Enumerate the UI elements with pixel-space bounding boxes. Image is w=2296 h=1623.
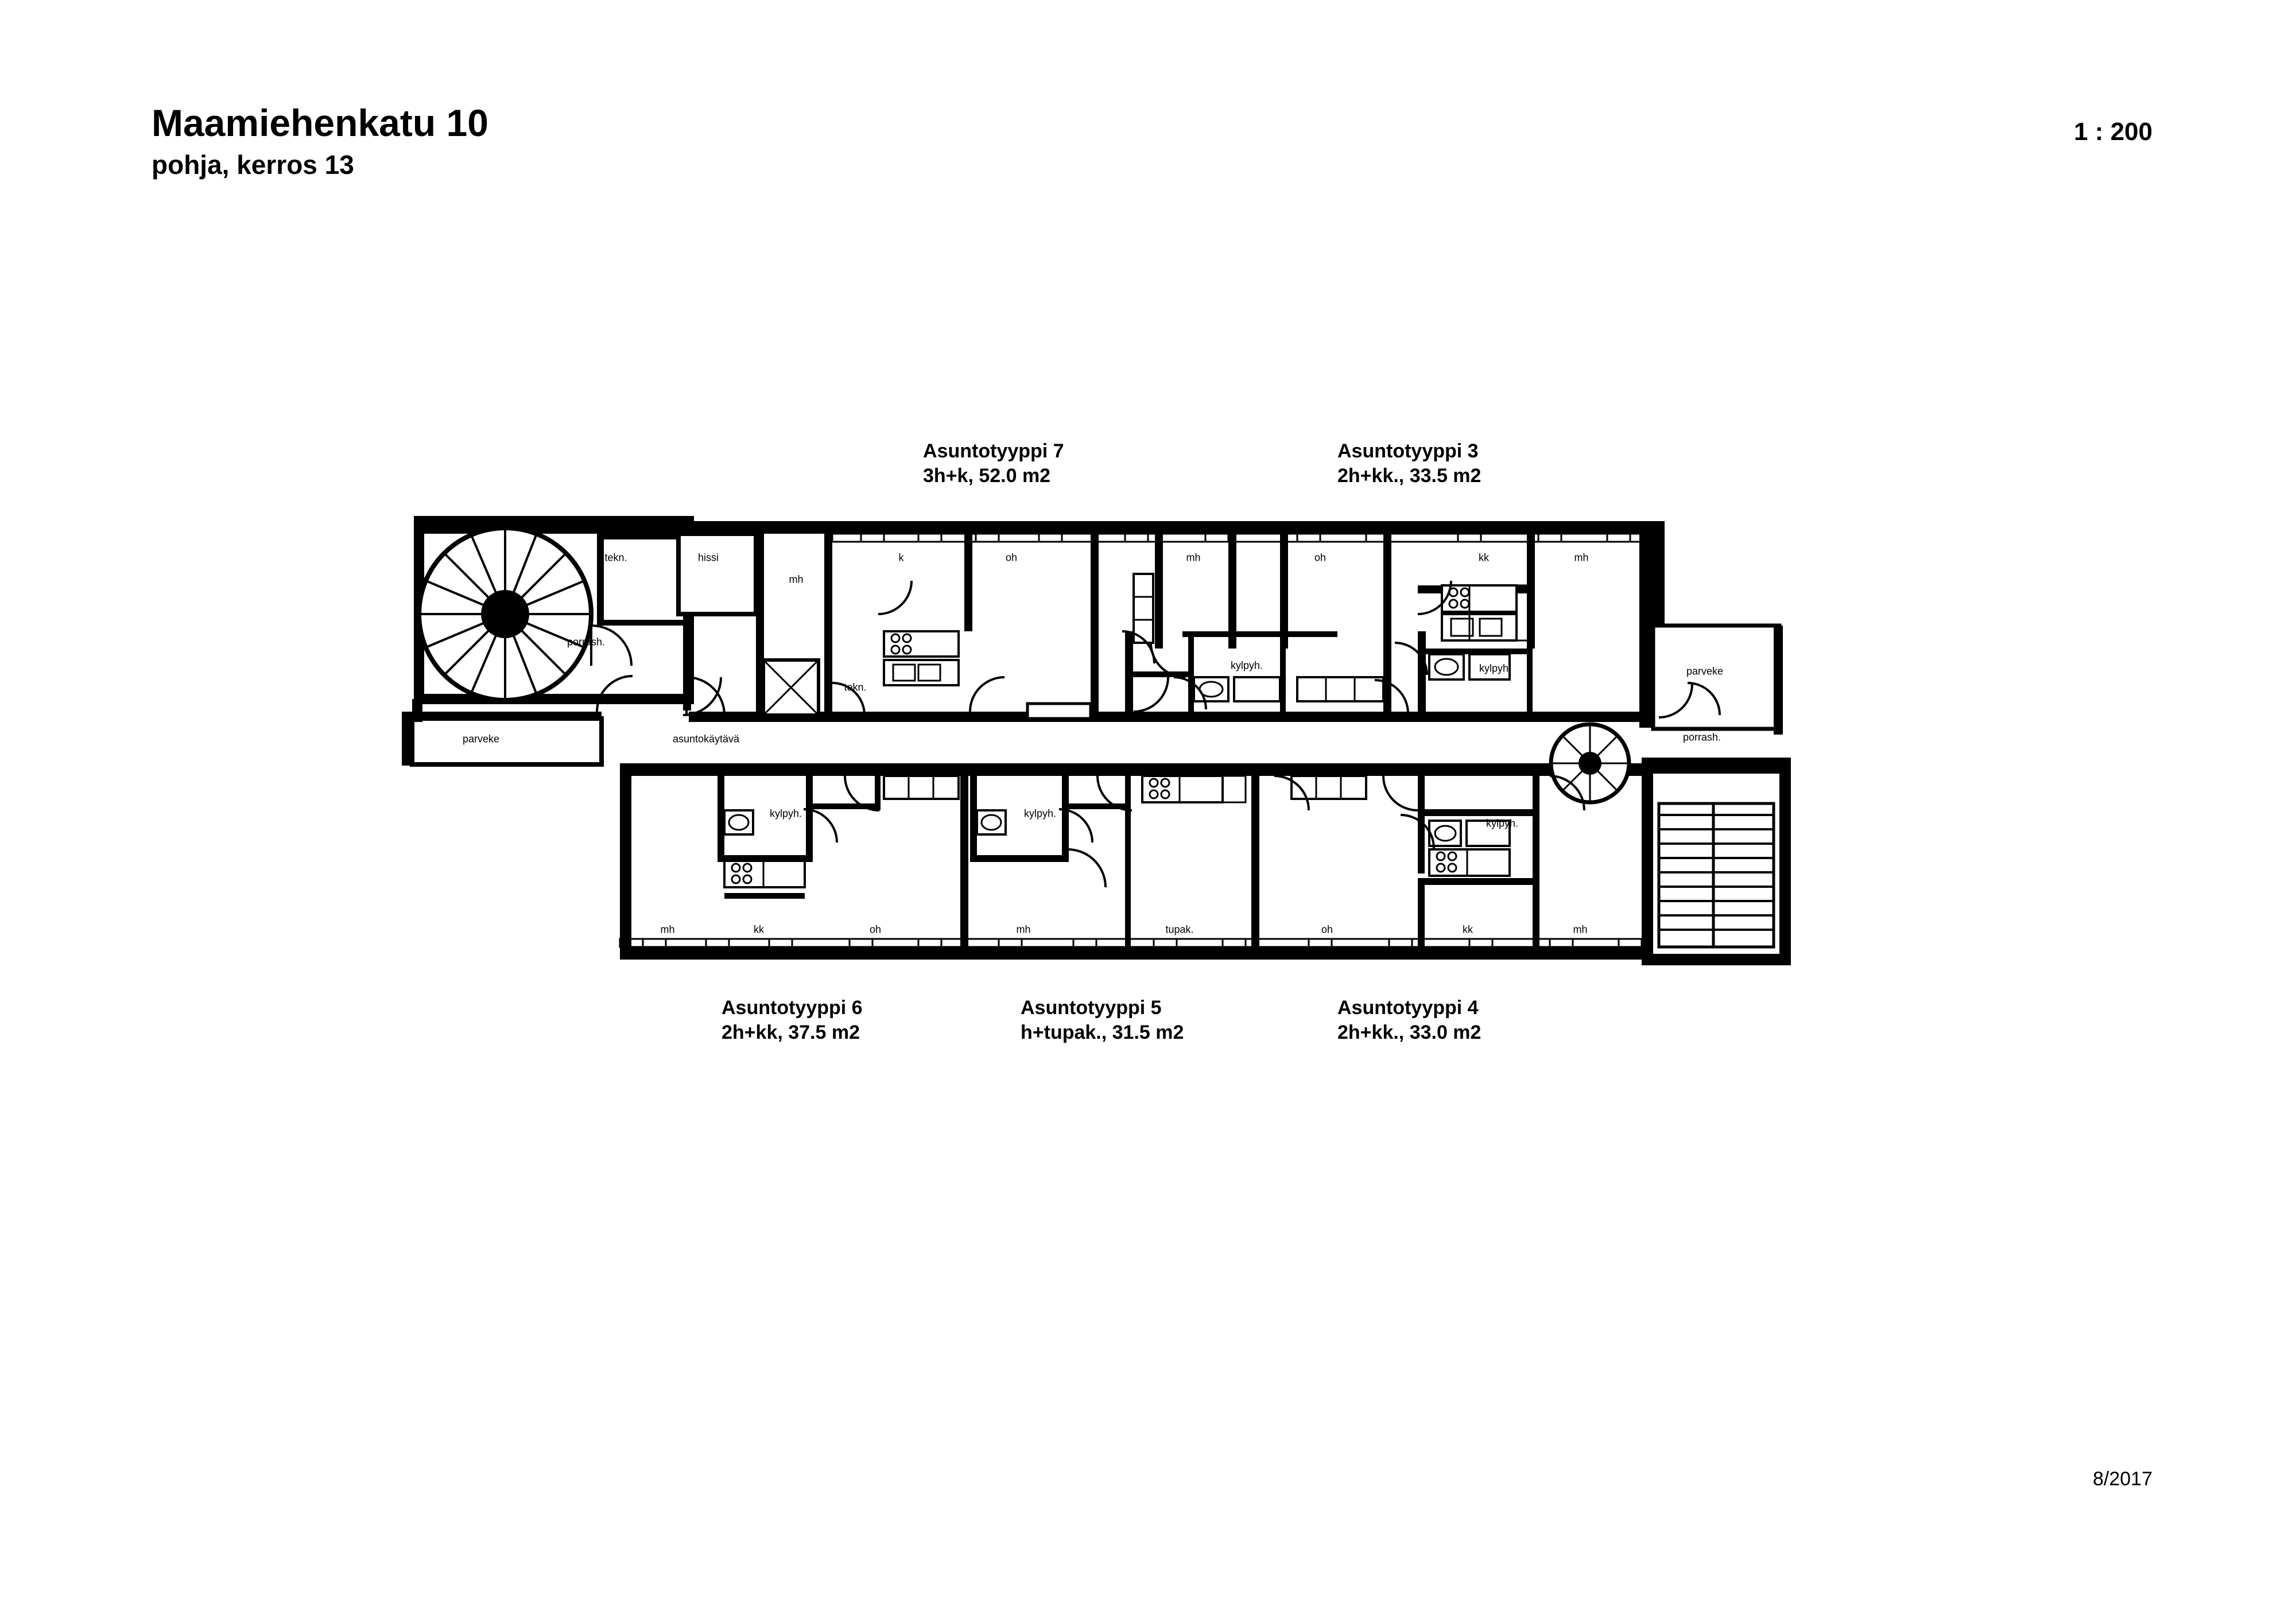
room-label: asuntokäytävä bbox=[672, 733, 740, 745]
apartment-type-name: Asuntotyyppi 7 bbox=[923, 440, 1064, 462]
room-label: oh bbox=[869, 923, 882, 935]
apartment-type-label bbox=[923, 439, 1064, 488]
room-label: oh bbox=[1314, 552, 1327, 564]
room-label: kylpyh. bbox=[1486, 817, 1519, 829]
room-label: kk bbox=[1463, 923, 1473, 935]
room-label: mh bbox=[1573, 923, 1588, 935]
room-label: parveke bbox=[1686, 665, 1724, 677]
room-label: oh bbox=[1321, 923, 1333, 935]
room-label: k bbox=[898, 552, 904, 564]
room-label: porrash. bbox=[567, 636, 606, 648]
room-label: kk bbox=[754, 923, 764, 935]
room-label: kylpyh. bbox=[769, 807, 802, 820]
room-label: hissi bbox=[697, 552, 719, 564]
apartment-type-spec: 2h+kk., 33.0 m2 bbox=[1337, 1021, 1481, 1043]
apartment-type-spec: 2h+kk, 37.5 m2 bbox=[722, 1021, 860, 1043]
apartment-type-label bbox=[1337, 996, 1481, 1045]
apartment-type-label bbox=[1021, 996, 1184, 1045]
apartment-type-name: Asuntotyyppi 5 bbox=[1021, 997, 1162, 1019]
apartment-type-label bbox=[722, 996, 863, 1045]
room-label: tupak. bbox=[1165, 923, 1194, 935]
page-subtitle: pohja, kerros 13 bbox=[152, 150, 354, 180]
scale-label: 1 : 200 bbox=[2074, 118, 2152, 146]
apartment-type-spec: 2h+kk., 33.5 m2 bbox=[1337, 464, 1481, 487]
date-label: 8/2017 bbox=[2093, 1468, 2152, 1490]
room-label: mh bbox=[1186, 552, 1201, 564]
room-label: porrash. bbox=[1682, 731, 1721, 743]
room-label: kylpyh. bbox=[1479, 662, 1512, 674]
room-label: parveke bbox=[462, 733, 500, 745]
apartment-type-name: Asuntotyyppi 6 bbox=[722, 997, 863, 1019]
room-label: mh bbox=[1574, 552, 1589, 564]
room-label: kylpyh. bbox=[1023, 807, 1057, 820]
room-label: tekn. bbox=[844, 681, 867, 693]
room-label: mh bbox=[789, 573, 804, 585]
room-label: kylpyh. bbox=[1230, 659, 1263, 671]
page-title: Maamiehenkatu 10 bbox=[152, 102, 488, 144]
apartment-type-name: Asuntotyyppi 4 bbox=[1337, 997, 1479, 1019]
apartment-type-spec: 3h+k, 52.0 m2 bbox=[923, 464, 1051, 487]
apartment-type-label bbox=[1337, 439, 1481, 488]
apartment-type-name: Asuntotyyppi 3 bbox=[1337, 440, 1479, 462]
room-label: mh bbox=[1016, 923, 1031, 935]
room-label: mh bbox=[660, 923, 675, 935]
apartment-type-spec: h+tupak., 31.5 m2 bbox=[1021, 1021, 1184, 1043]
room-label: tekn. bbox=[604, 552, 627, 564]
room-label: kk bbox=[1479, 552, 1489, 564]
room-label: oh bbox=[1005, 552, 1018, 564]
